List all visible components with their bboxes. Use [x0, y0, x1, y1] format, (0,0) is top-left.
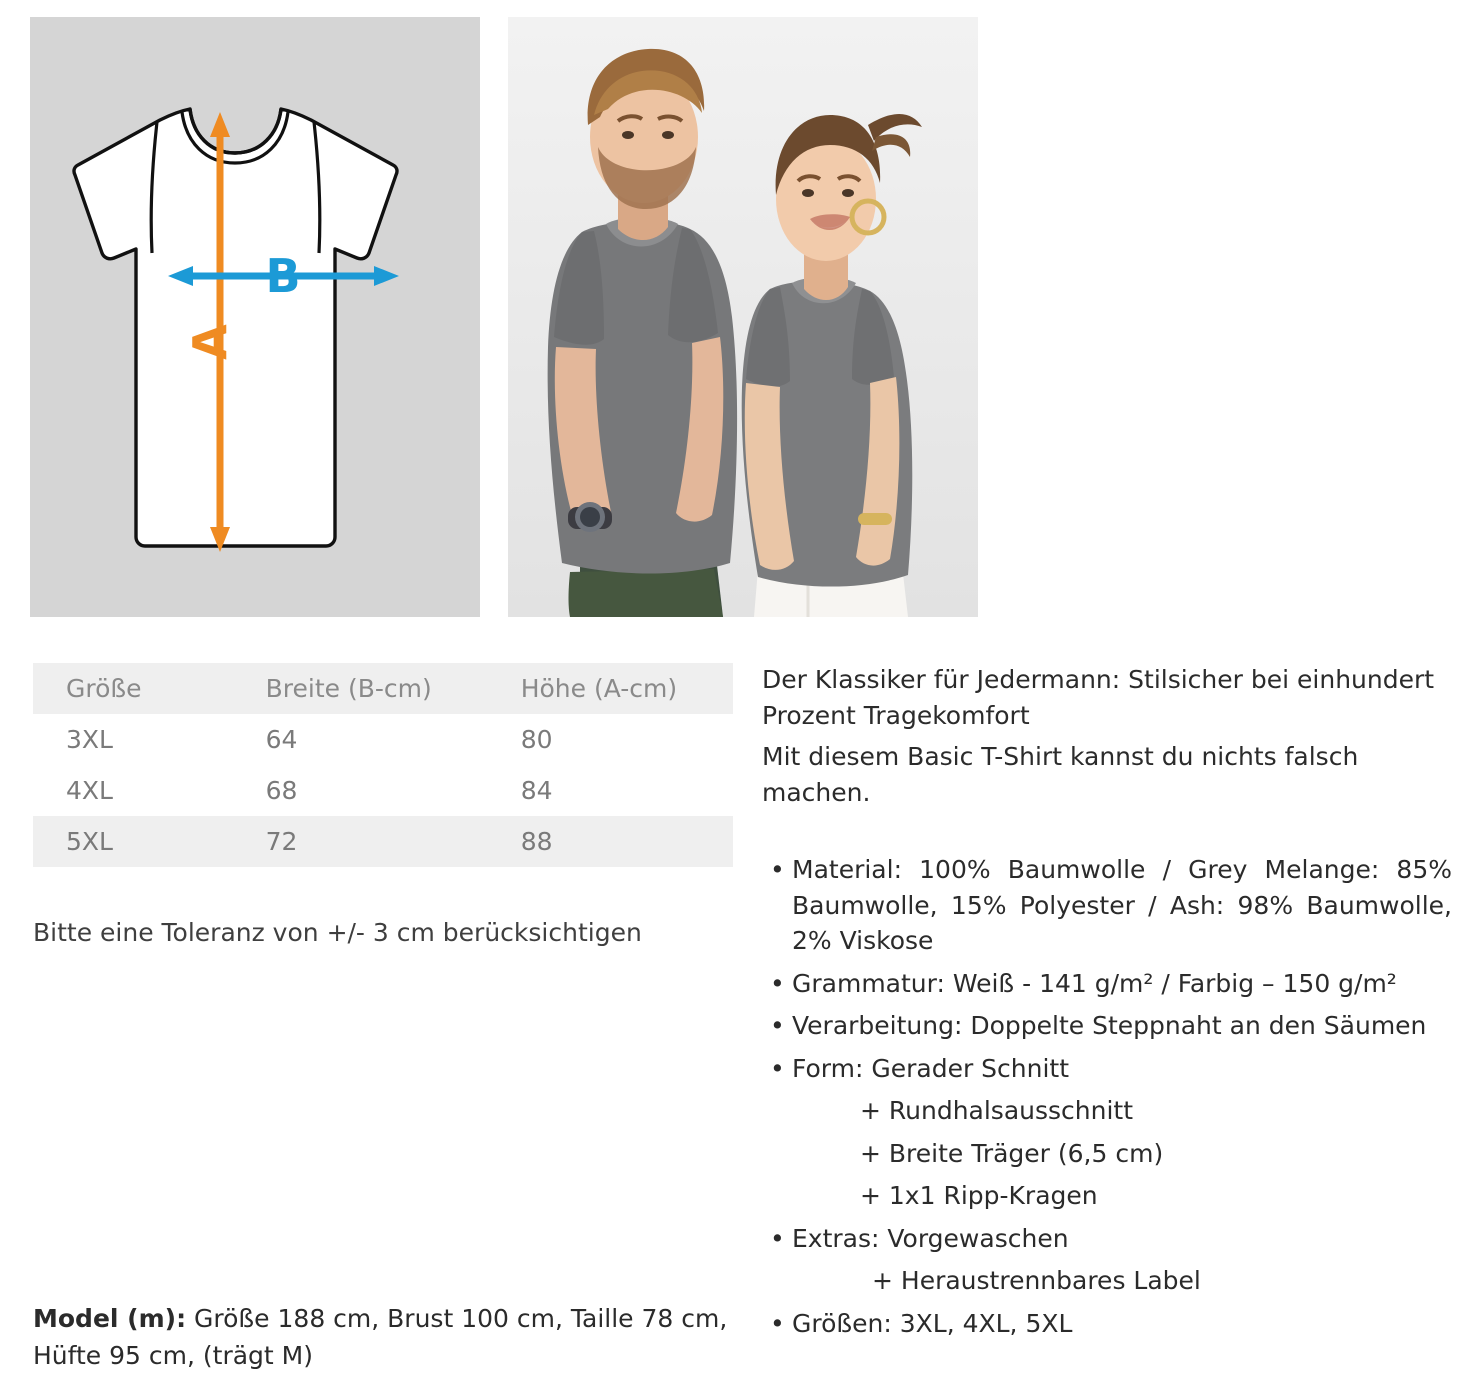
model-info — [33, 1300, 733, 1374]
text-spacer — [762, 816, 1452, 852]
cell-width: 72 — [265, 827, 298, 856]
cell-width: 68 — [265, 776, 298, 805]
top-image-row — [0, 0, 1480, 625]
extras-detail-label: + Heraustrennbares Label — [872, 1266, 1201, 1295]
feature-grammatur: • Grammatur: Weiß - 141 g/m² / Farbig – 150 g/m² — [762, 966, 1452, 1002]
feature-sizes: • Größen: 3XL, 4XL, 5XL — [762, 1306, 1452, 1342]
cell-height: 88 — [520, 827, 553, 856]
column-header-size: Größe — [66, 674, 142, 703]
cell-height: 84 — [520, 776, 553, 805]
product-description — [762, 662, 1452, 1348]
description-line-2: Mit diesem Basic T-Shirt kannst du nichts falsch machen. — [762, 742, 1359, 807]
height-label: A — [183, 324, 237, 360]
model-photo — [508, 17, 978, 617]
feature-material: • Material: 100% Baumwolle / Grey Melange: 85% Baumwolle, 15% Polyester / Ash: 98% Baumwolle, 2% Viskose — [762, 852, 1452, 959]
feature-list-sizes — [762, 1306, 1452, 1342]
measurement-diagram-panel — [30, 17, 480, 617]
column-header-width: Breite (B-cm) — [265, 674, 432, 703]
table-header-row — [33, 663, 733, 714]
column-header-height: Höhe (A-cm) — [520, 674, 678, 703]
feature-verarbeitung: • Verarbeitung: Doppelte Steppnaht an den Säumen — [762, 1008, 1452, 1044]
table-row — [33, 765, 733, 816]
form-detail-collar: + 1x1 Ripp-Kragen — [860, 1181, 1098, 1210]
model-info-label: Model (m): — [33, 1304, 187, 1333]
tolerance-note: Bitte eine Toleranz von +/- 3 cm berücksichtigen — [33, 918, 642, 947]
description-line-1: Der Klassiker für Jedermann: Stilsicher bei einhundert Prozent Tragekomfort — [762, 665, 1435, 730]
models-illustration — [508, 17, 978, 617]
form-detail-straps: + Breite Träger (6,5 cm) — [860, 1138, 1164, 1168]
cell-height: 80 — [520, 725, 553, 754]
table-row — [33, 816, 733, 867]
width-label: B — [265, 249, 301, 303]
tshirt-diagram-svg — [30, 17, 480, 617]
table-row — [33, 714, 733, 765]
size-table — [33, 663, 733, 867]
cell-size: 3XL — [66, 725, 113, 754]
cell-width: 64 — [265, 725, 298, 754]
form-detail-neckline: + Rundhalsausschnitt — [860, 1096, 1134, 1125]
feature-form: • Form: Gerader Schnitt — [762, 1051, 1452, 1087]
feature-list-extras — [762, 1221, 1452, 1257]
cell-size: 4XL — [66, 776, 113, 805]
cell-size: 5XL — [66, 827, 113, 856]
feature-extras: • Extras: Vorgewaschen — [762, 1221, 1452, 1257]
model-info-text: Größe 188 cm, Brust 100 cm, Taille 78 cm, Hüfte 95 cm, (trägt M) — [33, 1304, 728, 1370]
feature-list — [762, 852, 1452, 1086]
